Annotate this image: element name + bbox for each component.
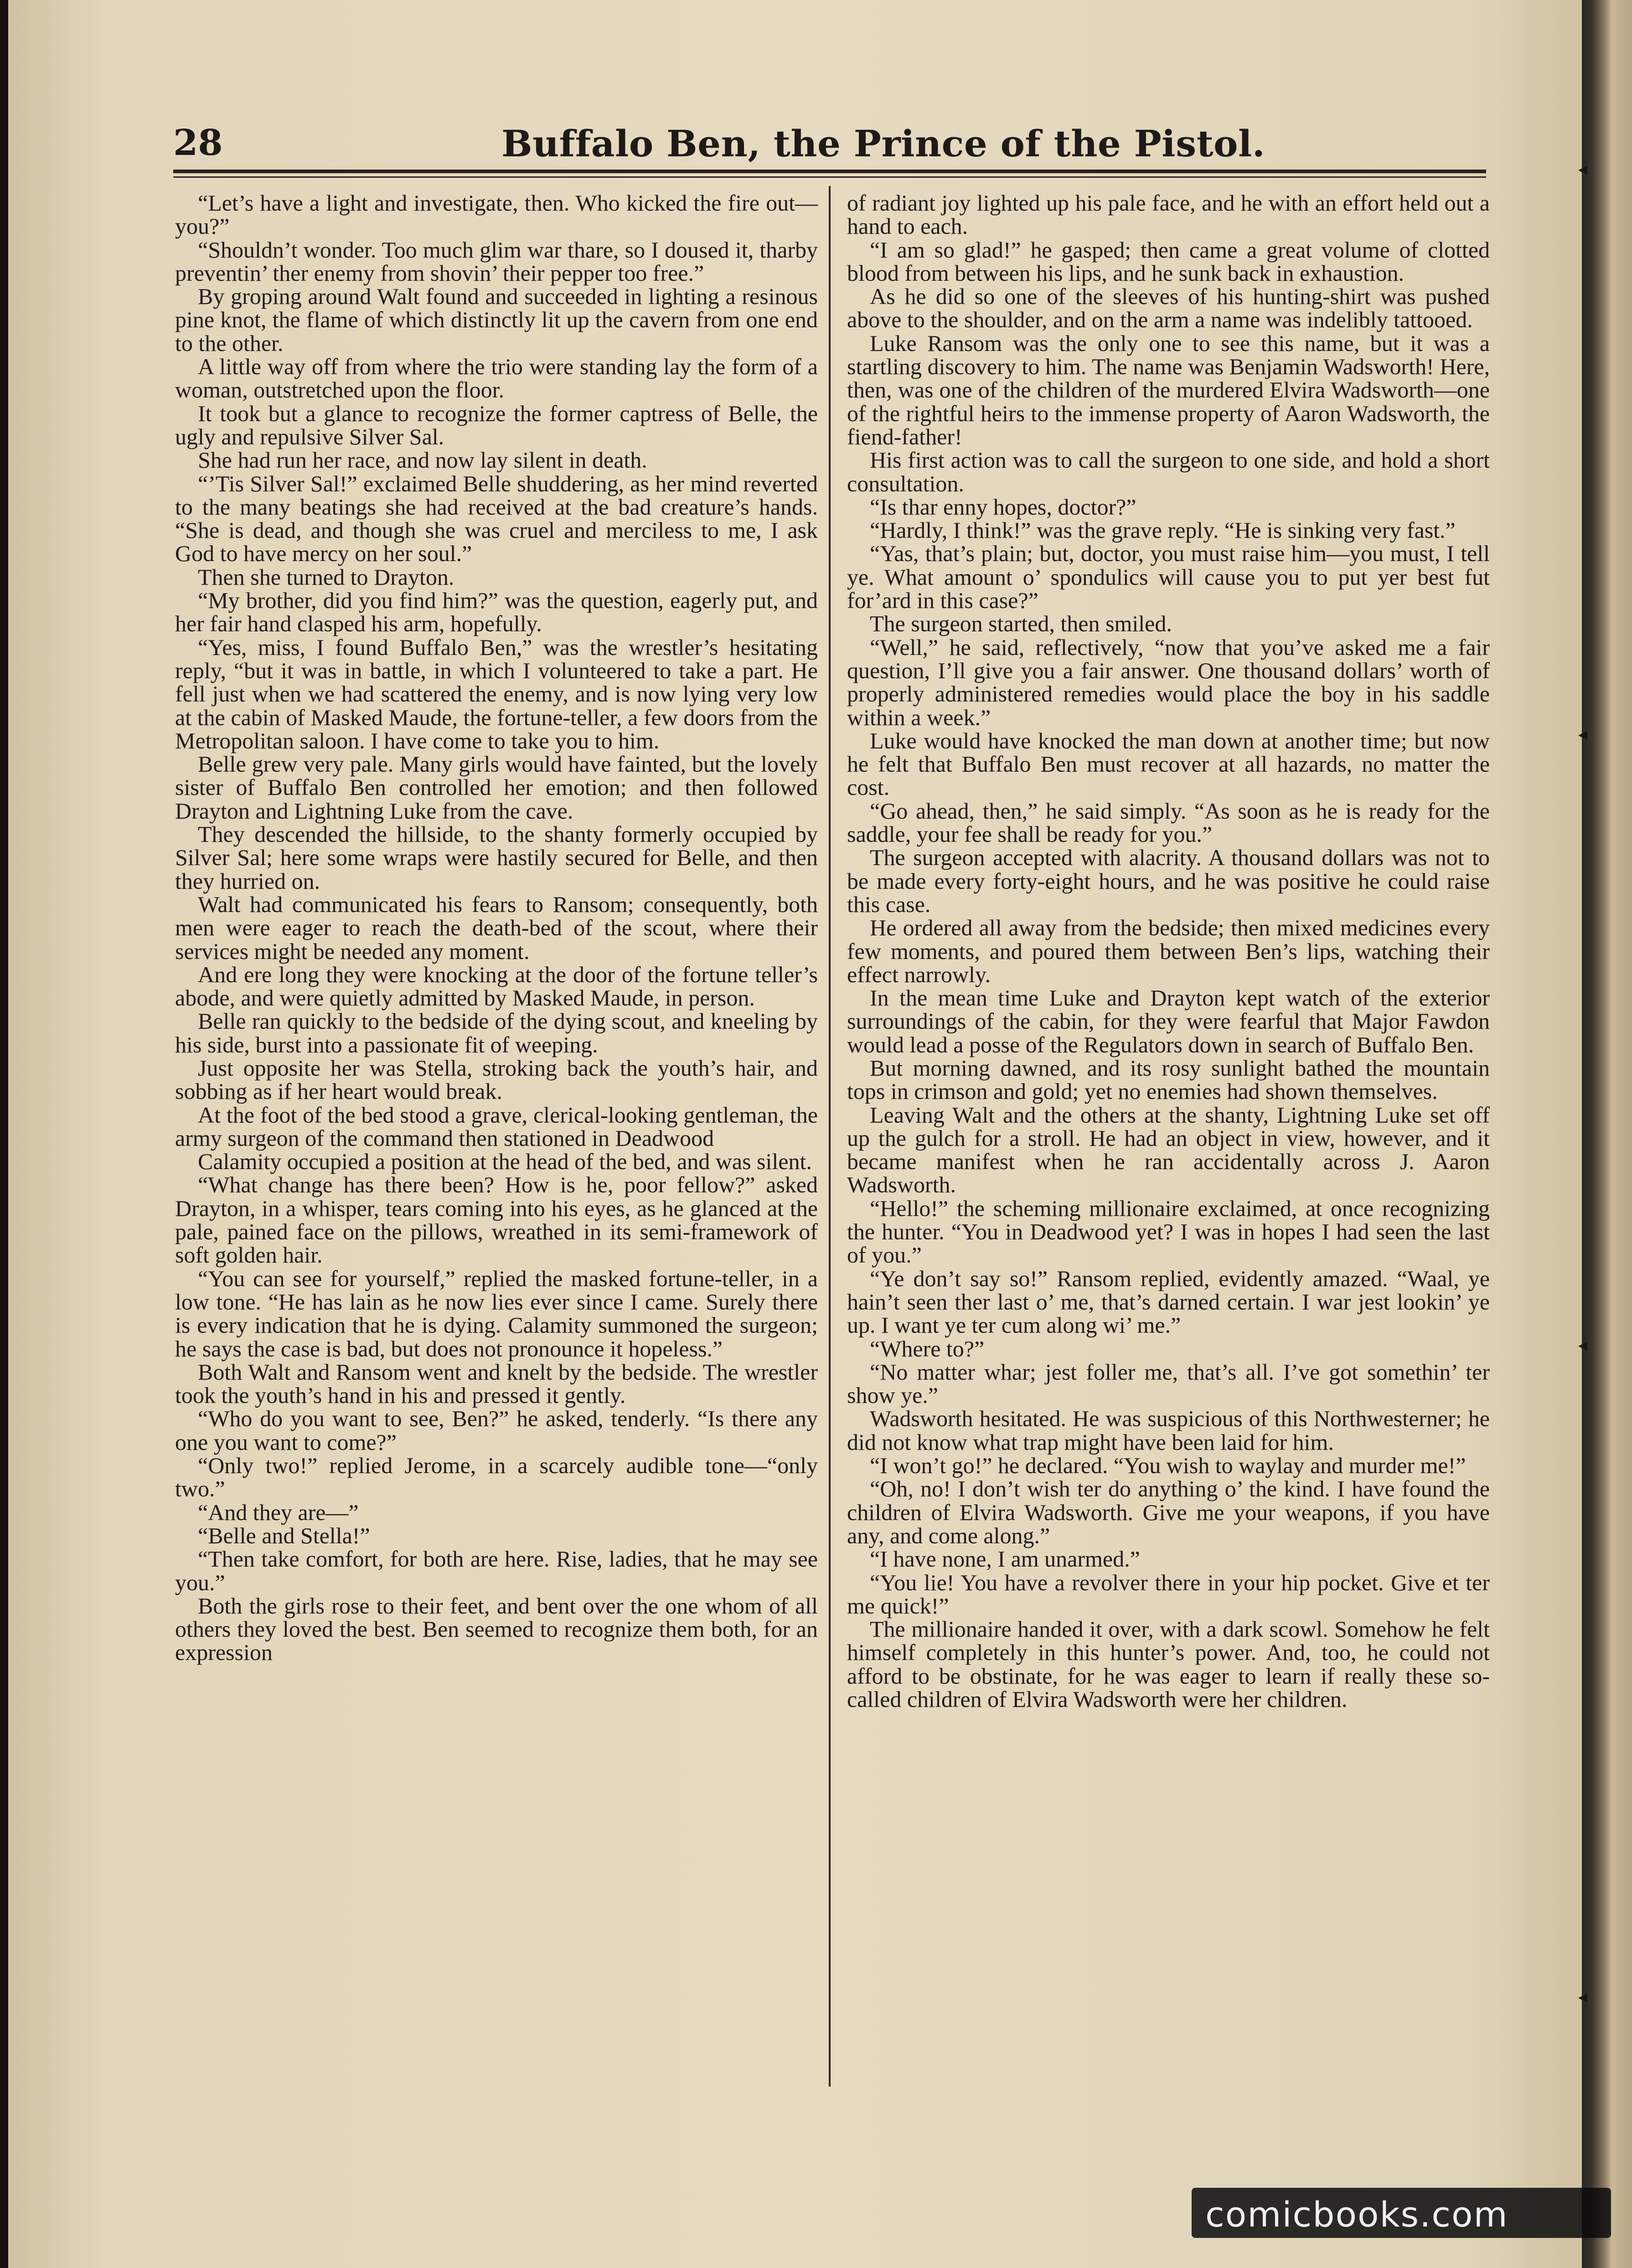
paragraph: “Then take comfort, for both are here. Rise, ladies, that he may see you.”: [175, 1546, 818, 1595]
paragraph: At the foot of the bed stood a grave, clerical-looking gentleman, the army surgeon of the command then stationed in Deadwood: [175, 1102, 818, 1151]
paragraph: In the mean time Luke and Drayton kept watch of the exterior surroundings of the cabin, for they were fearful that Major Fawdon would lead a posse of the Regulators down in search of Buffalo Ben.: [847, 985, 1490, 1057]
paragraph: “’Tis Silver Sal!” exclaimed Belle shuddering, as her mind reverted to the many beatings she had received at the bad creature’s hands. “She is dead, and though she was cruel and merciless to me, I ask God to have mercy on her soul.”: [175, 470, 818, 567]
paragraph: “Where to?”: [870, 1335, 985, 1361]
header-rule-thin: [173, 176, 1486, 178]
paragraph: Luke would have knocked the man down at another time; but now he felt that Buffalo Ben must recover at all hazards, no matter the cost.: [847, 727, 1490, 800]
paragraph: “Yas, that’s plain; but, doctor, you must raise him—you must, I tell ye. What amount o’ spondulics will cause you to put yer best fut for’ard in this case?”: [847, 541, 1490, 613]
paragraph: By groping around Walt found and succeeded in lighting a resinous pine knot, the flame of which distinctly lit up the cavern from one end to the other.: [175, 284, 818, 356]
paragraph: “Belle and Stella!”: [198, 1522, 370, 1548]
binding-tab-mark: ◂: [1578, 1986, 1588, 2007]
paragraph: Calamity occupied a position at the head of the bed, and was silent.: [198, 1149, 812, 1175]
paragraph: “Well,” he said, reflectively, “now that you’ve asked me a fair question, I’ll give you a fair answer. One thousand dollars’ worth of properly administered remedies would place the boy in his saddle within a week.”: [847, 634, 1490, 730]
paragraph: “Is thar enny hopes, doctor?”: [870, 494, 1136, 520]
paragraph: “Let’s have a light and investigate, then. Who kicked the fire out—you?”: [175, 190, 818, 239]
binding-tab-mark: ◂: [1578, 1335, 1588, 1356]
watermark-text: comicbooks.com: [1205, 2194, 1508, 2235]
paragraph: “My brother, did you find him?” was the question, eagerly put, and her fair hand clasped his arm, hopefully.: [175, 588, 818, 637]
paragraph: “I have none, I am unarmed.”: [870, 1546, 1140, 1572]
left-text-column: [175, 191, 818, 1665]
paragraph: “Hardly, I think!” was the grave reply. “He is sinking very fast.”: [870, 517, 1456, 543]
paragraph: Belle grew very pale. Many girls would have fainted, but the lovely sister of Buffalo Ben controlled her emotion; and then followed Drayton and Lightning Luke from the cave.: [175, 751, 818, 824]
paragraph: Then she turned to Drayton.: [198, 564, 454, 590]
paragraph: “Shouldn’t wonder. Too much glim war thare, so I doused it, tharby preventin’ ther enemy from shovin’ their pepper too free.”: [175, 237, 818, 286]
paragraph: Just opposite her was Stella, stroking back the youth’s hair, and sobbing as if her heart would break.: [175, 1055, 818, 1104]
paragraph: Leaving Walt and the others at the shanty, Lightning Luke set off up the gulch for a stroll. He had an object in view, however, and it became manifest when he ran accidentally across J. Aaron Wadsworth.: [847, 1102, 1490, 1198]
paragraph: Both the girls rose to their feet, and bent over the one whom of all others they loved the best. Ben seemed to recognize them both, for an expression: [175, 1593, 818, 1665]
paragraph: The millionaire handed it over, with a dark scowl. Somehow he felt himself completely in this hunter’s power. And, too, he could not afford to be obstinate, for he was eager to learn if really these so-called children of Elvira Wadsworth were her children.: [847, 1616, 1490, 1712]
paragraph: “You lie! You have a revolver there in your hip pocket. Give et ter me quick!”: [847, 1569, 1490, 1619]
paragraph: They descended the hillside, to the shanty formerly occupied by Silver Sal; here some wraps were hastily secured for Belle, and then they hurried on.: [175, 821, 818, 894]
binding-tab-mark: ◂: [1578, 724, 1588, 745]
paragraph: She had run her race, and now lay silent in death.: [198, 447, 647, 473]
right-text-column: [847, 191, 1490, 1711]
paragraph: “Hello!” the scheming millionaire exclaimed, at once recognizing the hunter. “You in Deadwood yet? I was in hopes I had seen the last of you.”: [847, 1195, 1490, 1268]
paragraph: It took but a glance to recognize the former captress of Belle, the ugly and repulsive Silver Sal.: [175, 400, 818, 449]
paragraph: His first action was to call the surgeon to one side, and hold a short consultation.: [847, 447, 1490, 496]
paragraph: “Ye don’t say so!” Ransom replied, evidently amazed. “Waal, ye hain’t seen ther last o’ me, that’s darned certain. I war jest lookin’ ye up. I want ye ter cum along wi’ me.”: [847, 1265, 1490, 1338]
paragraph: Walt had communicated his fears to Ransom; consequently, both men were eager to reach the death-bed of the scout, where their services might be needed any moment.: [175, 891, 818, 964]
page-number: 28: [173, 122, 223, 164]
paragraph: The surgeon started, then smiled.: [870, 611, 1172, 637]
paragraph: “Only two!” replied Jerome, in a scarcely audible tone—“only two.”: [175, 1453, 818, 1502]
paragraph: “I am so glad!” he gasped; then came a great volume of clotted blood from between his lips, and he sunk back in exhaustion.: [847, 237, 1490, 286]
paragraph: “I won’t go!” he declared. “You wish to waylay and murder me!”: [870, 1453, 1466, 1479]
site-watermark[interactable]: [1192, 2188, 1611, 2238]
paragraph: “Who do you want to see, Ben?” he asked, tenderly. “Is there any one you want to come?”: [175, 1406, 818, 1455]
page-header: [173, 114, 1486, 164]
paragraph: “Oh, no! I don’t wish ter do anything o’ the kind. I have found the children of Elvira Wadsworth. Give me your weapons, if you have any, and come along.”: [847, 1476, 1490, 1548]
page-binding-edge: [1582, 0, 1632, 2268]
paragraph: “No matter whar; jest foller me, that’s all. I’ve got somethin’ ter show ye.”: [847, 1359, 1490, 1408]
paragraph: He ordered all away from the bedside; then mixed medicines every few moments, and poured them between Ben’s lips, watching their effect narrowly.: [847, 915, 1490, 987]
header-rule: [173, 170, 1486, 173]
paragraph: And ere long they were knocking at the door of the fortune teller’s abode, and were quietly admitted by Masked Maude, in person.: [175, 961, 818, 1011]
paragraph: “Go ahead, then,” he said simply. “As soon as he is ready for the saddle, your fee shall be ready for you.”: [847, 798, 1490, 847]
paragraph: Both Walt and Ransom went and knelt by the bedside. The wrestler took the youth’s hand in his and pressed it gently.: [175, 1359, 818, 1408]
running-title: Buffalo Ben, the Prince of the Pistol.: [501, 122, 1265, 165]
paragraph: The surgeon accepted with alacrity. A thousand dollars was not to be made every forty-eight hours, and he was positive he could raise this case.: [847, 845, 1490, 917]
paragraph: “And they are—”: [198, 1499, 359, 1525]
paragraph: Luke Ransom was the only one to see this name, but it was a startling discovery to him. The name was Benjamin Wadsworth! Here, then, was one of the children of the murdered Elvira Wadsworth—one of the rightful heirs to the immense property of Aaron Wadsworth, the fiend-father!: [847, 330, 1490, 449]
paragraph: “You can see for yourself,” replied the masked fortune-teller, in a low tone. “He has lain as he now lies ever since I came. Surely there is every indication that he is dying. Calamity summoned the surgeon; he says the case is bad, but does not pronounce it hopeless.”: [175, 1265, 818, 1361]
paragraph: “What change has there been? How is he, poor fellow?” asked Drayton, in a whisper, tears coming into his eyes, as he glanced at the pale, pained face on the pillows, wreathed in its semi-framework of soft golden hair.: [175, 1172, 818, 1268]
paragraph: Wadsworth hesitated. He was suspicious of this Northwesterner; he did not know what trap might have been laid for him.: [847, 1406, 1490, 1455]
column-divider: [829, 186, 831, 2087]
continued-paragraph: of radiant joy lighted up his pale face, and he with an effort held out a hand to each.: [847, 190, 1490, 239]
paragraph: But morning dawned, and its rosy sunlight bathed the mountain tops in crimson and gold; yet no enemies had shown themselves.: [847, 1055, 1490, 1104]
binding-tab-mark: ◂: [1578, 159, 1588, 180]
paragraph: As he did so one of the sleeves of his hunting-shirt was pushed above to the shoulder, and on the arm a name was indelibly tattooed.: [847, 284, 1490, 333]
paragraph: Belle ran quickly to the bedside of the dying scout, and kneeling by his side, burst into a passionate fit of weeping.: [175, 1008, 818, 1057]
paragraph: “Yes, miss, I found Buffalo Ben,” was the wrestler’s hesitating reply, “but it was in battle, in which I volunteered to take a part. He fell just when we had scattered the enemy, and is now lying very low at the cabin of Masked Maude, the fortune-teller, a few doors from the Metropolitan saloon. I have come to take you to him.: [175, 634, 818, 753]
paragraph: A little way off from where the trio were standing lay the form of a woman, outstretched upon the floor.: [175, 354, 818, 403]
